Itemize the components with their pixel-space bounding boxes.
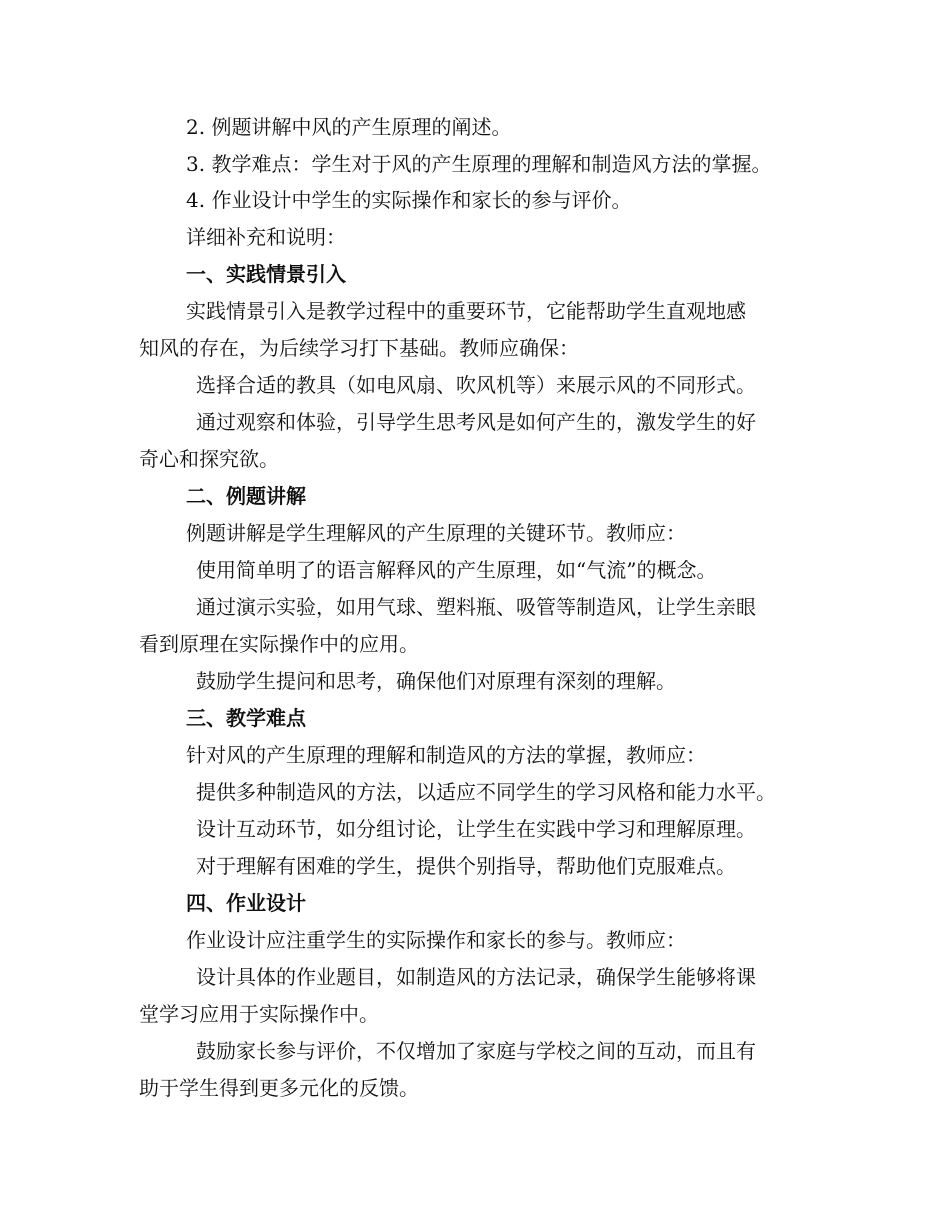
paragraph-line: 奇心和探究欲。	[139, 447, 279, 471]
list-item-2: 2. 例题讲解中风的产生原理的阐述。	[186, 115, 512, 139]
paragraph-line: 助于学生得到更多元化的反馈。	[139, 1076, 419, 1100]
section-heading-3: 三、教学难点	[186, 706, 306, 730]
list-item-4: 4. 作业设计中学生的实际操作和家长的参与评价。	[186, 188, 632, 212]
paragraph-line: 使用简单明了的语言解释风的产生原理，如“气流”的概念。	[196, 558, 717, 582]
paragraph-line: 设计具体的作业题目，如制造风的方法记录，确保学生能够将课	[196, 965, 756, 989]
paragraph-line: 作业设计应注重学生的实际操作和家长的参与。教师应：	[186, 928, 686, 952]
list-item-3: 3. 教学难点：学生对于风的产生原理的理解和制造风方法的掌握。	[186, 152, 772, 176]
paragraph-line: 堂学习应用于实际操作中。	[139, 1002, 379, 1026]
paragraph-line: 实践情景引入是教学过程中的重要环节，它能帮助学生直观地感	[186, 299, 746, 323]
paragraph-line: 提供多种制造风的方法，以适应不同学生的学习风格和能力水平。	[196, 780, 776, 804]
paragraph-line: 选择合适的教具（如电风扇、吹风机等）来展示风的不同形式。	[196, 373, 756, 397]
section-heading-4: 四、作业设计	[186, 891, 306, 915]
supplement-intro: 详细补充和说明：	[186, 225, 346, 249]
paragraph-line: 通过演示实验，如用气球、塑料瓶、吸管等制造风，让学生亲眼	[196, 595, 756, 619]
paragraph-line: 通过观察和体验，引导学生思考风是如何产生的，激发学生的好	[196, 410, 756, 434]
paragraph-line: 针对风的产生原理的理解和制造风的方法的掌握，教师应：	[186, 743, 706, 767]
paragraph-line: 例题讲解是学生理解风的产生原理的关键环节。教师应：	[186, 521, 686, 545]
paragraph-line: 设计互动环节，如分组讨论，让学生在实践中学习和理解原理。	[196, 817, 756, 841]
paragraph-line: 鼓励家长参与评价，不仅增加了家庭与学校之间的互动，而且有	[196, 1039, 756, 1063]
section-heading-1: 一、实践情景引入	[186, 262, 346, 286]
paragraph-line: 鼓励学生提问和思考，确保他们对原理有深刻的理解。	[196, 669, 676, 693]
paragraph-line: 看到原理在实际操作中的应用。	[139, 632, 419, 656]
section-heading-2: 二、例题讲解	[186, 484, 306, 508]
paragraph-line: 对于理解有困难的学生，提供个别指导，帮助他们克服难点。	[196, 854, 736, 878]
paragraph-line: 知风的存在，为后续学习打下基础。教师应确保：	[139, 336, 579, 360]
